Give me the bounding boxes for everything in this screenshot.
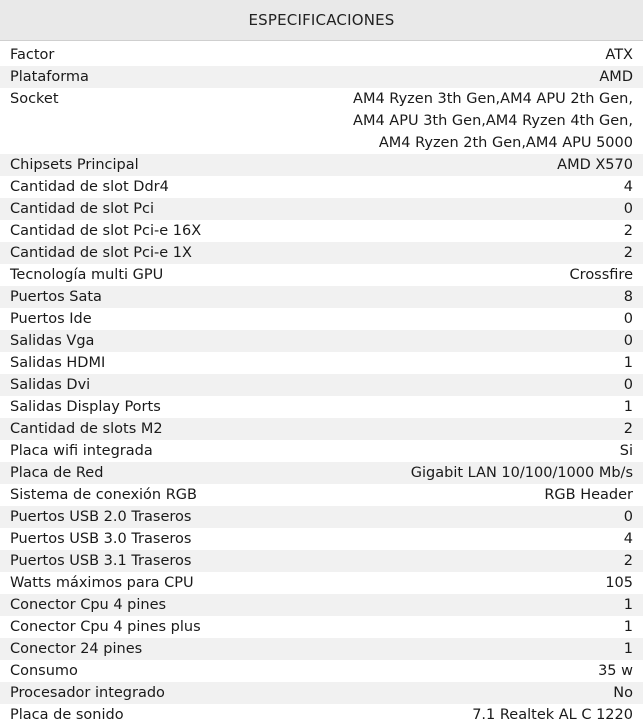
spec-label: Puertos USB 3.0 Traseros [10, 531, 192, 547]
spec-row [0, 44, 643, 66]
spec-label: Cantidad de slot Pci-e 1X [10, 245, 192, 261]
spec-row [0, 242, 643, 264]
spec-row [0, 66, 643, 88]
spec-label: Chipsets Principal [10, 157, 139, 173]
spec-value: Gigabit LAN 10/100/1000 Mb/s [410, 465, 633, 481]
spec-label: Puertos USB 2.0 Traseros [10, 509, 192, 525]
spec-label: Cantidad de slot Pci-e 16X [10, 223, 202, 239]
spec-value: No [613, 685, 633, 701]
spec-label: Socket [10, 91, 59, 107]
specifications-header [0, 0, 643, 41]
spec-label: Conector 24 pines [10, 641, 143, 657]
spec-row [0, 264, 643, 286]
spec-label: Cantidad de slot Ddr4 [10, 179, 169, 195]
spec-label: Puertos Sata [10, 289, 102, 305]
spec-value: AMD X570 [557, 157, 633, 173]
spec-value: AMD [599, 69, 633, 85]
spec-value: 1 [623, 619, 633, 635]
spec-value: 1 [623, 355, 633, 371]
spec-value: 0 [623, 509, 633, 525]
spec-value: 0 [623, 201, 633, 217]
spec-value: 0 [623, 377, 633, 393]
spec-label: Procesador integrado [10, 685, 165, 701]
spec-value: 2 [623, 223, 633, 239]
spec-row [0, 484, 643, 506]
spec-label: Cantidad de slot Pci [10, 201, 155, 217]
spec-value: 1 [623, 597, 633, 613]
spec-row [0, 374, 643, 396]
spec-row [0, 594, 643, 616]
spec-row [0, 330, 643, 352]
spec-value: 35 w [598, 663, 633, 679]
spec-value: 1 [623, 641, 633, 657]
spec-value: 0 [623, 311, 633, 327]
spec-value: 7.1 Realtek AL C 1220 [472, 707, 633, 723]
spec-value: 1 [623, 399, 633, 415]
spec-value: 4 [623, 179, 633, 195]
spec-row [0, 286, 643, 308]
spec-label: Plataforma [10, 69, 89, 85]
spec-value: 2 [623, 421, 633, 437]
spec-row [0, 220, 643, 242]
spec-label: Placa de Red [10, 465, 104, 481]
spec-row [0, 638, 643, 660]
spec-row [0, 572, 643, 594]
spec-label: Tecnología multi GPU [10, 267, 164, 283]
spec-value: RGB Header [544, 487, 633, 503]
spec-row [0, 396, 643, 418]
spec-value: 0 [623, 333, 633, 349]
spec-row [0, 198, 643, 220]
spec-value: AM4 Ryzen 3th Gen,AM4 APU 2th Gen, AM4 APU 3th Gen,AM4 Ryzen 4th Gen, AM4 Ryzen 2th Gen,AM4 APU 5000 [353, 91, 633, 151]
spec-row [0, 616, 643, 638]
spec-label: Cantidad de slots M2 [10, 421, 163, 437]
spec-row [0, 550, 643, 572]
specifications-title: ESPECIFICACIONES [248, 11, 395, 29]
spec-label: Puertos USB 3.1 Traseros [10, 553, 192, 569]
spec-label: Salidas Dvi [10, 377, 91, 393]
spec-row [0, 528, 643, 550]
spec-label: Placa de sonido [10, 707, 124, 723]
spec-row [0, 682, 643, 704]
spec-label: Factor [10, 47, 55, 63]
spec-row [0, 176, 643, 198]
spec-value: Si [619, 443, 633, 459]
spec-row [0, 440, 643, 462]
spec-value: Crossfire [569, 267, 633, 283]
spec-row [0, 88, 643, 154]
spec-row [0, 660, 643, 682]
spec-value: 105 [605, 575, 633, 591]
spec-value: 4 [623, 531, 633, 547]
spec-label: Salidas Vga [10, 333, 95, 349]
spec-value: 2 [623, 553, 633, 569]
spec-label: Salidas Display Ports [10, 399, 161, 415]
spec-label: Salidas HDMI [10, 355, 106, 371]
spec-row [0, 506, 643, 528]
spec-value: 2 [623, 245, 633, 261]
spec-row [0, 352, 643, 374]
specifications-table [0, 44, 643, 726]
spec-label: Consumo [10, 663, 78, 679]
spec-label: Puertos Ide [10, 311, 92, 327]
spec-row [0, 418, 643, 440]
spec-label: Watts máximos para CPU [10, 575, 194, 591]
spec-row [0, 704, 643, 726]
spec-row [0, 308, 643, 330]
spec-label: Placa wifi integrada [10, 443, 153, 459]
spec-label: Conector Cpu 4 pines plus [10, 619, 201, 635]
spec-label: Conector Cpu 4 pines [10, 597, 167, 613]
spec-row [0, 462, 643, 484]
spec-row [0, 154, 643, 176]
spec-value: ATX [605, 47, 633, 63]
spec-label: Sistema de conexión RGB [10, 487, 197, 503]
spec-value: 8 [623, 289, 633, 305]
